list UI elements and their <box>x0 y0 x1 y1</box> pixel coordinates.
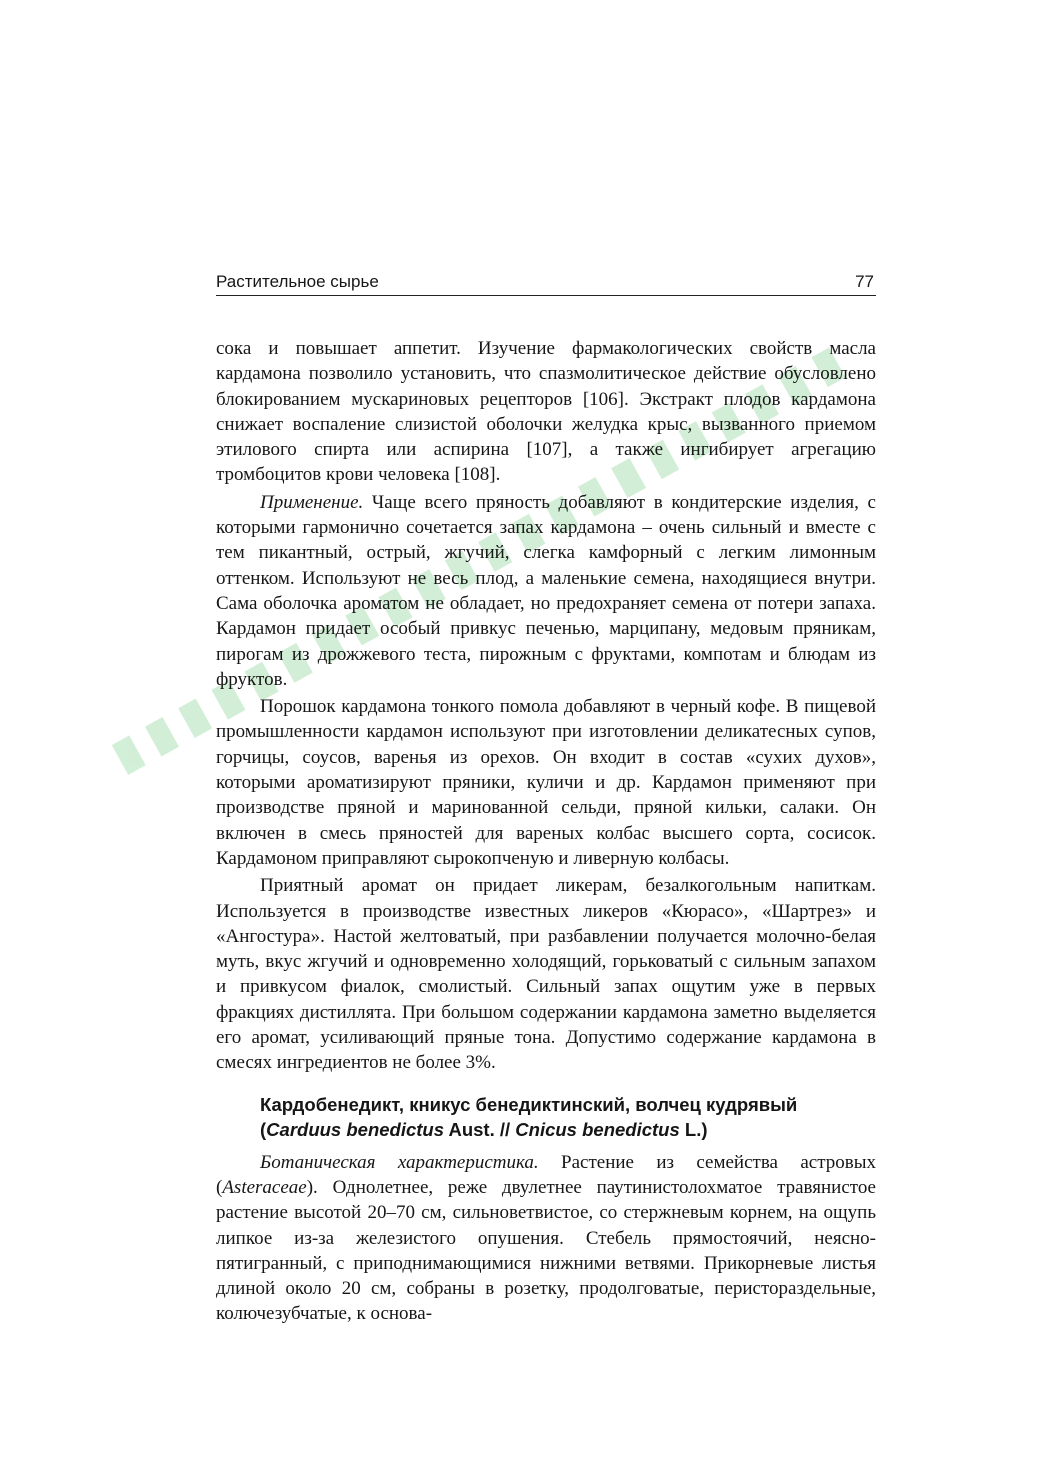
latin-name-cnicus: Cnicus benedictus <box>515 1118 680 1140</box>
page-number: 77 <box>855 272 874 291</box>
book-page <box>216 270 876 1327</box>
heading-paren: ( <box>260 1118 267 1140</box>
body-text <box>216 336 876 1327</box>
section-heading <box>260 1092 876 1142</box>
running-header <box>216 270 876 296</box>
latin-name-carduus: Carduus benedictus <box>266 1118 445 1140</box>
paragraph-lead-botanical: Ботаническая характеристика. <box>260 1151 539 1173</box>
author-l: L.) <box>679 1118 708 1140</box>
paragraph-lead-application: Применение. <box>260 491 364 513</box>
section-heading-line2 <box>260 1117 876 1142</box>
botanical-text-a: Растение из семейства астровых ( <box>216 1151 876 1198</box>
running-header-title: Растительное сырье <box>216 272 379 291</box>
botanical-text-b: ). Однолетнее, реже двулетнее паутинистолохматое травянистое растение высотой 20–70 см, сильноветвистое, со стержневым корнем, на ощупь липкое из-за железистого опушения. Стебель прямостоячий, неясно-пятигранный, с приподнимающимися нижними ветвями. Прикорневые листья длиной около 20 см, собраны в розетку, продолговатые, перистораздельные, колючезубчатые, к основа- <box>216 1176 876 1325</box>
paragraph-botanical <box>216 1150 876 1327</box>
paragraph-application <box>216 490 876 692</box>
paragraph-application-text: Чаще всего пряность добавляют в кондитерские изделия, с которыми гармонично сочетается запах кардамона – очень сильный и вместе с тем пикантный, острый, жгучий, слегка камфорный с легким лимонным оттенком. Используют не весь плод, а маленькие семена, находящиеся внутри. Сама оболочка ароматом не обладает, но предохраняет семена от потери запаха. Кардамон придает особый привкус печенью, марципану, медовым пряникам, пирогам из дрожжевого теста, пирожным с фруктами, компотам и блюдам из фруктов. <box>216 491 876 690</box>
section-heading-line1: Кардобенедикт, кникус бенедиктинский, волчец кудрявый <box>260 1093 798 1115</box>
paragraph-powder: Порошок кардамона тонкого помола добавляют в черный кофе. В пищевой промышленности кардамон используют при изготовлении деликатесных супов, горчицы, соусов, варенья из орехов. Он входит в состав «сухих духов», которыми ароматизируют пряники, куличи и др. Кардамон применяют при производстве пряной и маринованной сельди, пряной кильки, салаки. Он включен в смесь пряностей для вареных колбас высшего сорта, сосисок. Кардамоном приправляют сырокопченую и ливерную колбасы. <box>216 696 876 869</box>
paragraph-continuation: сока и повышает аппетит. Изучение фармакологических свойств масла кардамона позволило установить, что спазмолитическое действие обусловлено блокированием мускариновых рецепторов [106]. Экстракт плодов кардамона снижает воспаление слизистой оболочки желудка крыс, вызванного приемом этилового спирта или аспирина [107], а также ингибирует агрегацию тромбоцитов крови человека [108]. <box>216 338 876 486</box>
author-aust: Aust. // <box>444 1118 516 1140</box>
family-name: Asteraceae <box>222 1176 307 1198</box>
paragraph-aroma: Приятный аромат он придает ликерам, безалкогольным напиткам. Используется в производстве известных ликеров «Кюрасо», «Шартрез» и «Ангостура». Настой желтоватый, при разбавлении получается молочно-белая муть, вкус жгучий и одновременно холодящий, горьковатый с сильным запахом и привкусом фиалок, смолистый. Сильный запах ощутим уже в первых фракциях дистиллята. При большом содержании кардамона заметно выделяется его аромат, усиливающий пряные тона. Допустимо содержание кардамона в смесях ингредиентов не более 3%. <box>216 875 876 1074</box>
